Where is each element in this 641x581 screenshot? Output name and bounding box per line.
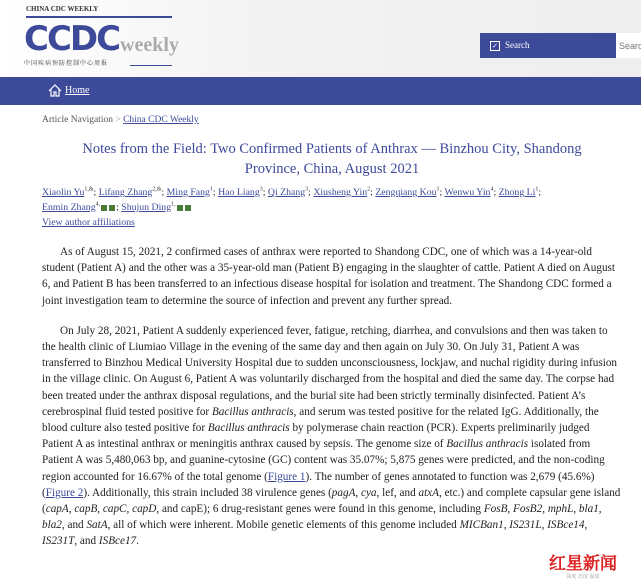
text: , all of which were inherent. Mobile genetic elements of this genome included — [107, 519, 460, 532]
author-link[interactable]: Hao Liang — [218, 187, 260, 198]
person-icon[interactable] — [101, 205, 107, 211]
italic-term: capA, capB, capC, capD — [45, 503, 157, 516]
author-link[interactable]: Lifang Zhang — [98, 187, 153, 198]
watermark-logo — [544, 554, 622, 581]
italic-term: MICBan1, IS231L, ISBce14, IS231T — [42, 519, 588, 548]
search-input[interactable] — [616, 33, 641, 58]
paragraph-1: As of August 15, 2021, 2 confirmed cases of anthrax were reported to Shandong CDC, one of which was a 14-year-old student (Patient A) and the other was a 35-year-old man (Patient B) engaging in the slaughter of cattle. Patient A died on August 6, and Patient B has been transferred to an infectious disease hospital for isolation and treatment. The Shandong CDC formed a joint investigation team to determine the source of infection and prevent any further spread. — [42, 246, 616, 307]
breadcrumb-current[interactable]: China CDC Weekly — [123, 115, 199, 125]
search-label: Search — [505, 40, 530, 50]
author-link[interactable]: Xiusheng Yin — [313, 187, 368, 198]
text: , and capE); 6 drug-resistant genes were found in this genome, including — [156, 503, 484, 516]
watermark-text: 红星新闻 — [549, 553, 617, 574]
text: ). Additionally, this strain included 38 virulence genes ( — [83, 486, 332, 499]
italic-term: pagA, cya — [331, 486, 377, 499]
breadcrumb-root: Article Navigation — [42, 115, 113, 125]
author-list: Xiaolin $Yu^{1,\&}$; Lifang Zhang$^{2,\&}$; Ming Fang$^1$; Hao Liang$^3$; Qi Zhang$^3$; Xiusheng Yin$^2$; Zengqiang Kou$^1$; Wenwu Yin$^4$; Zhong Li$^1$; Enmin Zhang$^{4,}$ ; Shujun Ding$^{1,}$ View author affiliations — [42, 186, 542, 228]
nav-bar — [0, 77, 641, 105]
site-header — [0, 0, 641, 77]
italic-term: Bacillus anthracis — [446, 438, 529, 451]
home-icon — [48, 84, 62, 97]
author-link[interactable]: Zhong Li — [498, 187, 536, 198]
italic-term: FosB, FosB2, mphL, bla1, bla2 — [42, 503, 602, 532]
author-affiliation-sup: 4 — [490, 186, 494, 193]
author-affiliation-sup: 1,& — [84, 186, 94, 193]
author-affiliation-sup: 4, — [95, 201, 101, 208]
logo-main[interactable]: CCDC — [24, 19, 120, 59]
author-affiliation-sup: 1 — [535, 186, 539, 193]
home-link[interactable]: Home — [65, 85, 90, 96]
author-link[interactable]: Ming Fang — [166, 187, 210, 198]
search-toggle[interactable] — [480, 33, 616, 58]
text: , and — [61, 519, 87, 532]
logo-sub: weekly — [120, 34, 179, 56]
nav-home[interactable] — [48, 84, 89, 97]
email-icon[interactable] — [185, 205, 191, 211]
author-link[interactable]: Enmin Zhang — [42, 202, 96, 213]
checkbox-icon[interactable]: ✓ — [490, 41, 500, 51]
text: isolated from Patient A was 5,480,063 bp, and guanine-cytosine (GC) content was 35.07%; 5,875 genes were predicted, and the non-coding region accounted for 16.67% of the total genome ( — [42, 438, 605, 483]
breadcrumb-sep: > — [115, 115, 121, 125]
article-title: Notes from the Field: Two Confirmed Patients of Anthrax — Binzhou City, Shandong Province, China, August 2021 — [82, 141, 582, 177]
article-content — [42, 105, 622, 580]
italic-term: SatA — [86, 519, 108, 532]
author-link[interactable]: Qi Zhang — [267, 187, 306, 198]
text: On July 28, 2021, Patient A suddenly experienced fever, fatigue, retching, diarrhea, and convulsions and then was taken to the health clinic of Liumiao Village in the evening of the same day and then again on July 30. On July 31, Patient A was transferred to Binzhou Medical University Hospital due to sudden unconsciousness, lockjaw, and nuchal rigidity during infusion in the village clinic. On August 6, Patient A was voluntarily discharged from the hospital and died the same day. The corpse had been treated under the anthrax disposal regulations, and the burial site had been strictly terminally disinfected. Patient A’s cerebrospinal fluid tested positive for — [42, 324, 618, 418]
divider — [130, 65, 172, 66]
author-link[interactable]: Xiaolin Yu — [42, 187, 85, 198]
watermark-sub: 深度 态度 温度 — [566, 573, 600, 580]
author-affiliation-sup: 3 — [305, 186, 309, 193]
italic-term: atxA — [418, 486, 439, 499]
brand-top-text: CHINA CDC WEEKLY — [26, 5, 99, 13]
text: , lef, and — [376, 486, 419, 499]
author-affiliation-sup: 2 — [367, 186, 371, 193]
figure-1-link[interactable]: Figure 1 — [267, 470, 306, 483]
figure-2-link[interactable]: Figure 2 — [45, 486, 84, 499]
author-affiliation-sup: 1, — [171, 201, 176, 208]
email-icon[interactable] — [109, 205, 115, 211]
logo-chinese: 中国疾病预防控制中心周报 — [24, 61, 109, 67]
text: . — [136, 535, 139, 548]
text: , etc.) and complete capsular gene island ( — [42, 486, 621, 516]
text: , and — [74, 535, 99, 548]
author-link[interactable]: Wenwu Yin — [444, 187, 491, 198]
author-affiliation-sup: 3 — [259, 186, 263, 193]
italic-term: Bacillus anthracis — [207, 422, 290, 435]
text: , and serum was tested positive for the related IgG. Additionally, the blood culture also tested positive for — [42, 405, 599, 435]
breadcrumb — [42, 114, 622, 127]
author-affiliation-sup: 2,& — [152, 186, 162, 193]
logo[interactable] — [24, 18, 179, 58]
author-affiliation-sup: 1 — [209, 186, 213, 193]
italic-term: Bacillus anthracis — [211, 405, 294, 418]
paragraph-2 — [42, 323, 622, 550]
italic-term: ISBce17 — [98, 535, 137, 548]
view-affiliations-link[interactable]: View author affiliations — [42, 217, 135, 228]
author-affiliation-sup: 1 — [436, 186, 440, 193]
person-icon[interactable] — [177, 205, 183, 211]
text: by polymerase chain reaction (PCR). Experts preliminarily judged Patient A as intestinal anthrax or meningitis anthrax caused by sepsis. The genome size of — [42, 422, 590, 451]
text: ). The number of genes annotated to function was 2,679 (45.6%) ( — [42, 470, 595, 499]
author-link[interactable]: Zengqiang Kou — [375, 187, 437, 198]
author-link[interactable]: Shujun Ding — [121, 202, 172, 213]
